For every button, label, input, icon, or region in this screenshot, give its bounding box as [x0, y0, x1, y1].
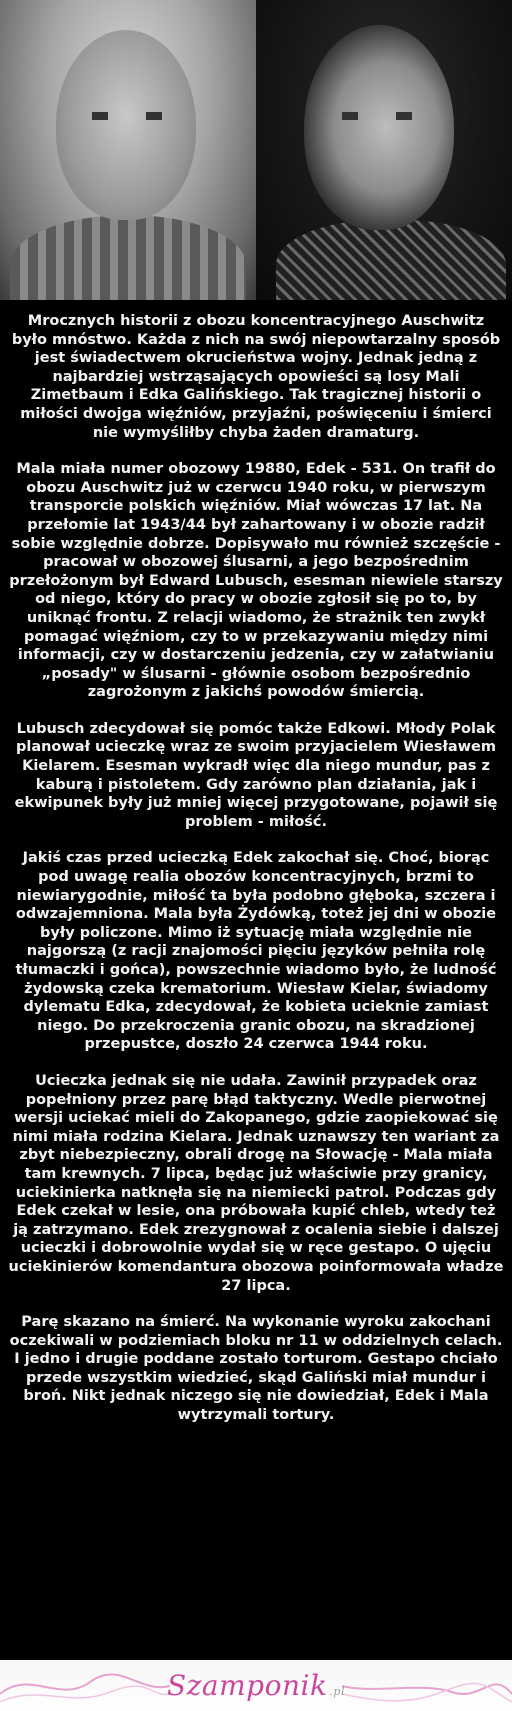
face — [304, 25, 454, 230]
paragraph: Ucieczka jednak się nie udała. Zawinił przypadek oraz popełniony przez parę błąd taktyczny. Wedle pierwotnej wersji uciekać mieli do Zakopanego, gdzie zaopiekować się nimi miała rodzina Kielara. Jednak uznawszy ten wariant za zbyt niebezpieczny, obrali drogę na Słowację - Mala miała tam krewnych. 7 lipca, będąc już właściwie przy granicy, uciekinierka natknęła się na niemiecki patrol. Podczas gdy Edek czekał w lesie, ona próbowała kupić chleb, wtedy też ją zatrzymano. Edek zrezygnował z ocalenia siebie i dalszej ucieczki i dobrowolnie wydał się w ręce gestapo. O ujęciu uciekinierów komendantura obozowa poinformowała władze 27 lipca. — [8, 1072, 504, 1294]
paragraph: Jakiś czas przed ucieczką Edek zakochał się. Choć, biorąc pod uwagę realia obozów koncentracyjnych, brzmi to niewiarygodnie, miłość ta była podobno głęboka, szczera i odwzajemniona. Mala była Żydówką, toteż jej dni w obozie były policzone. Mimo iż sytuację miała względnie nie najgorszą (z racji znajomości pięciu języków pełniła rolę tłumaczki i gońca), powszechnie wiadomo było, że ludność żydowską czeka krematorium. Wiesław Kielar, świadomy dylematu Edka, zdecydował, że kobieta ucieknie zamiast niego. Do przekroczenia granic obozu, na skradzionej przepustce, doszło 24 czerwca 1944 roku. — [15, 850, 497, 1053]
photo-row — [0, 0, 512, 300]
story-text-block — [0, 300, 512, 1660]
eyes — [92, 112, 162, 120]
site-logo[interactable] — [167, 1669, 345, 1702]
portrait-photo-woman — [256, 0, 512, 300]
face — [56, 30, 196, 220]
portrait-photo-man — [0, 0, 256, 300]
decorative-swirl-icon — [0, 1664, 170, 1708]
paragraph: Mrocznych historii z obozu koncentracyjnego Auschwitz było mnóstwo. Każda z nich na swój niepowtarzalny sposób jest świadectwem okrucieństwa wojny. Jednak jedną z najbardziej wstrząsających opowieści są losy Mali Zimetbaum i Edka Galińskiego. Tak tragicznej historii o miłości dwojga więźniów, przyjaźni, poświęceniu i śmierci nie wymyśliłby chyba żaden dramaturg. — [11, 313, 501, 441]
striped-uniform — [10, 215, 246, 300]
footer-banner — [0, 1660, 512, 1711]
eyes — [342, 112, 412, 120]
patterned-clothing — [276, 220, 506, 300]
decorative-swirl-icon — [342, 1664, 512, 1708]
paragraph: Mala miała numer obozowy 19880, Edek - 531. On trafił do obozu Auschwitz już w czerwcu 1940 roku, w pierwszym transporcie polskich więźniów. Miał wówczas 17 lat. Na przełomie lat 1943/44 był zahartowany i w obozie radził sobie względnie dobrze. Dopisywało mu również szczęście - pracował w obozowej ślusarni, a jego bezpośrednim przełożonym był Edward Lubusch, esesman niewiele starszy od niego, który do pracy w obozie zgłosił się po to, by uniknąć frontu. Z relacji wiadomo, że strażnik ten zwykł pomagać więźniom, czy to w przekazywaniu między nimi informacji, czy w dostarczeniu jedzenia, czy w załatwianiu „posady" w ślusarni - głównie osobom bezpośrednio zagrożonym z jakichś powodów śmiercią. — [9, 461, 503, 701]
logo-text: Szamponik — [167, 1669, 328, 1702]
logo-suffix: .pl — [329, 1685, 345, 1698]
paragraph: Lubusch zdecydował się pomóc także Edkowi. Młody Polak planował ucieczkę wraz ze swoim przyjacielem Wiesławem Kielarem. Esesman wykradł więc dla niego mundur, pas z kaburą i pistoletem. Gdy zarówno plan działania, jak i ekwipunek były już mniej więcej przygotowane, pojawił się problem - miłość. — [14, 720, 498, 830]
paragraph: Parę skazano na śmierć. Na wykonanie wyroku zakochani oczekiwali w podziemiach bloku nr 11 w oddzielnych celach. I jedno i drugie poddane zostało torturom. Gestapo chciało przede wszystkim wiedzieć, skąd Galiński miał mundur i broń. Nikt jednak niczego się nie dowiedział, Edek i Mala wytrzymali tortury. — [9, 1314, 503, 1424]
